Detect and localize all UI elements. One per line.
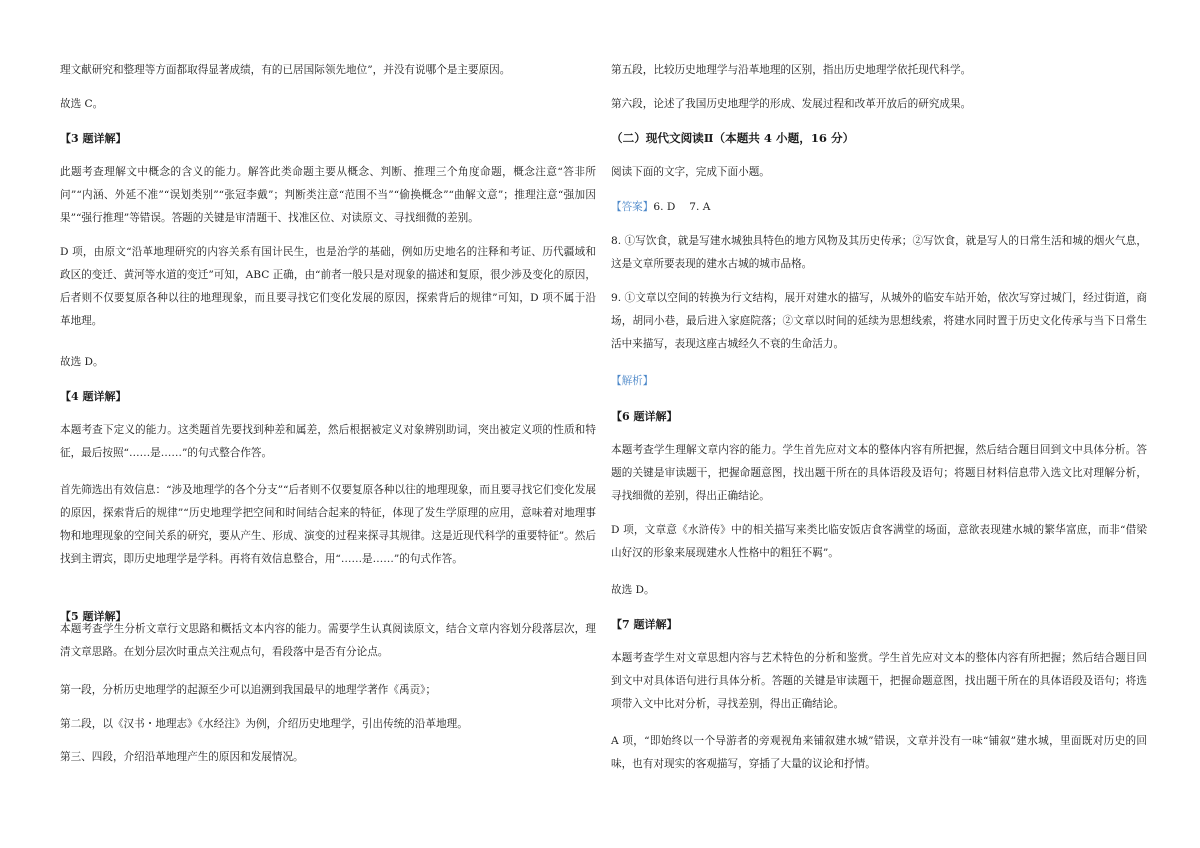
- analysis-tag: 【解析】: [611, 375, 654, 387]
- answer-tag: 【答案】: [611, 201, 654, 213]
- paragraph: 第三、四段，介绍沿革地理产生的原因和发展情况。: [60, 751, 304, 763]
- paragraph: 理文献研究和整理等方面都取得显著成绩，有的已居国际领先地位”，并没有说哪个是主要原因。: [60, 64, 511, 76]
- section-heading-5: 【5 题详解】: [60, 610, 127, 623]
- paragraph: 本题考查下定义的能力。这类题首先要找到种差和属差，然后根据被定义对象辨别助词，突出被定义项的性质和特征，最后按照“……是……”的句式整合作答。: [60, 424, 596, 459]
- paragraph: 8. ①写饮食，就是写建水城独具特色的地方风物及其历史传承；②写饮食，就是写人的日常生活和城的烟火气息，这是文章所要表现的建水古城的城市品格。: [611, 235, 1147, 270]
- answer-line: [611, 196, 1147, 219]
- paragraph: D 项，由原文“沿革地理研究的内容关系有国计民生，也是治学的基础，例如历史地名的注释和考证、历代疆域和政区的变迁、黄河等水道的变迁”可知，ABC 正确，由“前者一般只是对现象的描述和复原，很少涉及变化的原因，后者则不仅要复原各种以往的地理现象，而且要寻找它们变化发展的原因，探索背后的规律”可知，D 项不属于沿革地理。: [60, 246, 596, 327]
- section-title: （二）现代文阅读Ⅱ（本题共 4 小题，16 分）: [611, 131, 855, 145]
- section-heading-4: 【4 题详解】: [60, 390, 127, 403]
- paragraph: 第一段，分析历史地理学的起源至少可以追溯到我国最早的地理学著作《禹贡》；: [60, 684, 437, 696]
- paragraph: 故选 C。: [60, 98, 104, 110]
- paragraph: 此题考查理解文中概念的含义的能力。解答此类命题主要从概念、判断、推理三个角度命题，概念注意“答非所问”“内涵、外延不准”“误划类别”“张冠李戴”；判断类注意“范围不当”“偷换概念”“曲解文意”；推理注意“强加因果”“强行推理”等错误。答题的关键是审清题干、找准区位、对读原文、寻找细微的差别。: [60, 166, 596, 224]
- paragraph: 首先筛选出有效信息：“涉及地理学的各个分支”“后者则不仅要复原各种以往的地理现象，而且要寻找它们变化发展的原因，探索背后的规律”“历史地理学把空间和时间结合起来的特征，体现了发生学原理的应用，意味着对地理事物和地理现象的空间关系的研究，要从产生、形成、演变的过程来探寻其规律。这是近现代科学的重要特征”。然后找到主谓宾，即历史地理学是学科。再将有效信息整合，用“……是……”的句式作答。: [60, 484, 596, 565]
- paragraph: D 项，文章意《水浒传》中的相关描写来类比临安饭店食客满堂的场面，意欲表现建水城的繁华富庶，而非“借梁山好汉的形象来展现建水人性格中的粗狂不羁”。: [611, 524, 1147, 559]
- answer-text: 6. D 7. A: [653, 201, 711, 213]
- paragraph: 第五段，比较历史地理学与沿革地理的区别，指出历史地理学依托现代科学。: [611, 64, 972, 76]
- paragraph: 阅读下面的文字，完成下面小题。: [611, 166, 770, 178]
- paragraph: 第二段，以《汉书・地理志》《水经注》为例，介绍历史地理学，引出传统的沿革地理。: [60, 718, 468, 730]
- section-heading-7: 【7 题详解】: [611, 618, 678, 631]
- section-heading-3: 【3 题详解】: [60, 132, 127, 145]
- paragraph: 第六段，论述了我国历史地理学的形成、发展过程和改革开放后的研究成果。: [611, 98, 972, 110]
- paragraph: 本题考查学生对文章思想内容与艺术特色的分析和鉴赏。学生首先应对文本的整体内容有所把握；然后结合题目回到文中对具体语句进行具体分析。答题的关键是审读题干，把握命题意图，找出题干所在的具体语段及语句；将选项带入文中比对分析，寻找差别，得出正确结论。: [611, 652, 1147, 710]
- paragraph: A 项，“即始终以一个导游者的旁观视角来铺叙建水城”错误，文章并没有一味“铺叙”建水城，里面既对历史的回味，也有对现实的客观描写，穿插了大量的议论和抒情。: [611, 735, 1147, 770]
- paragraph: 本题考查学生分析文章行文思路和概括文本内容的能力。需要学生认真阅读原文，结合文章内容划分段落层次，理清文章思路。在划分层次时重点关注观点句，看段落中是否有分论点。: [60, 623, 596, 658]
- paragraph: 本题考查学生理解文章内容的能力。学生首先应对文本的整体内容有所把握，然后结合题目回到文中具体分析。答题的关键是审读题干，把握命题意图，找出题干所在的具体语段及语句；将题目材料信息带入选文比对理解分析，寻找细微的差别，得出正确结论。: [611, 444, 1147, 502]
- paragraph: 9. ①文章以空间的转换为行文结构，展开对建水的描写，从城外的临安车站开始，依次写穿过城门，经过街道，商场，胡同小巷，最后进入家庭院落；②文章以时间的延续为思想线索，将建水同时置于历史文化传承与当下日常生活中来描写，表现这座古城经久不衰的生命活力。: [611, 292, 1147, 350]
- paragraph: 故选 D。: [611, 584, 655, 596]
- section-heading-6: 【6 题详解】: [611, 410, 678, 423]
- paragraph: 故选 D。: [60, 356, 104, 368]
